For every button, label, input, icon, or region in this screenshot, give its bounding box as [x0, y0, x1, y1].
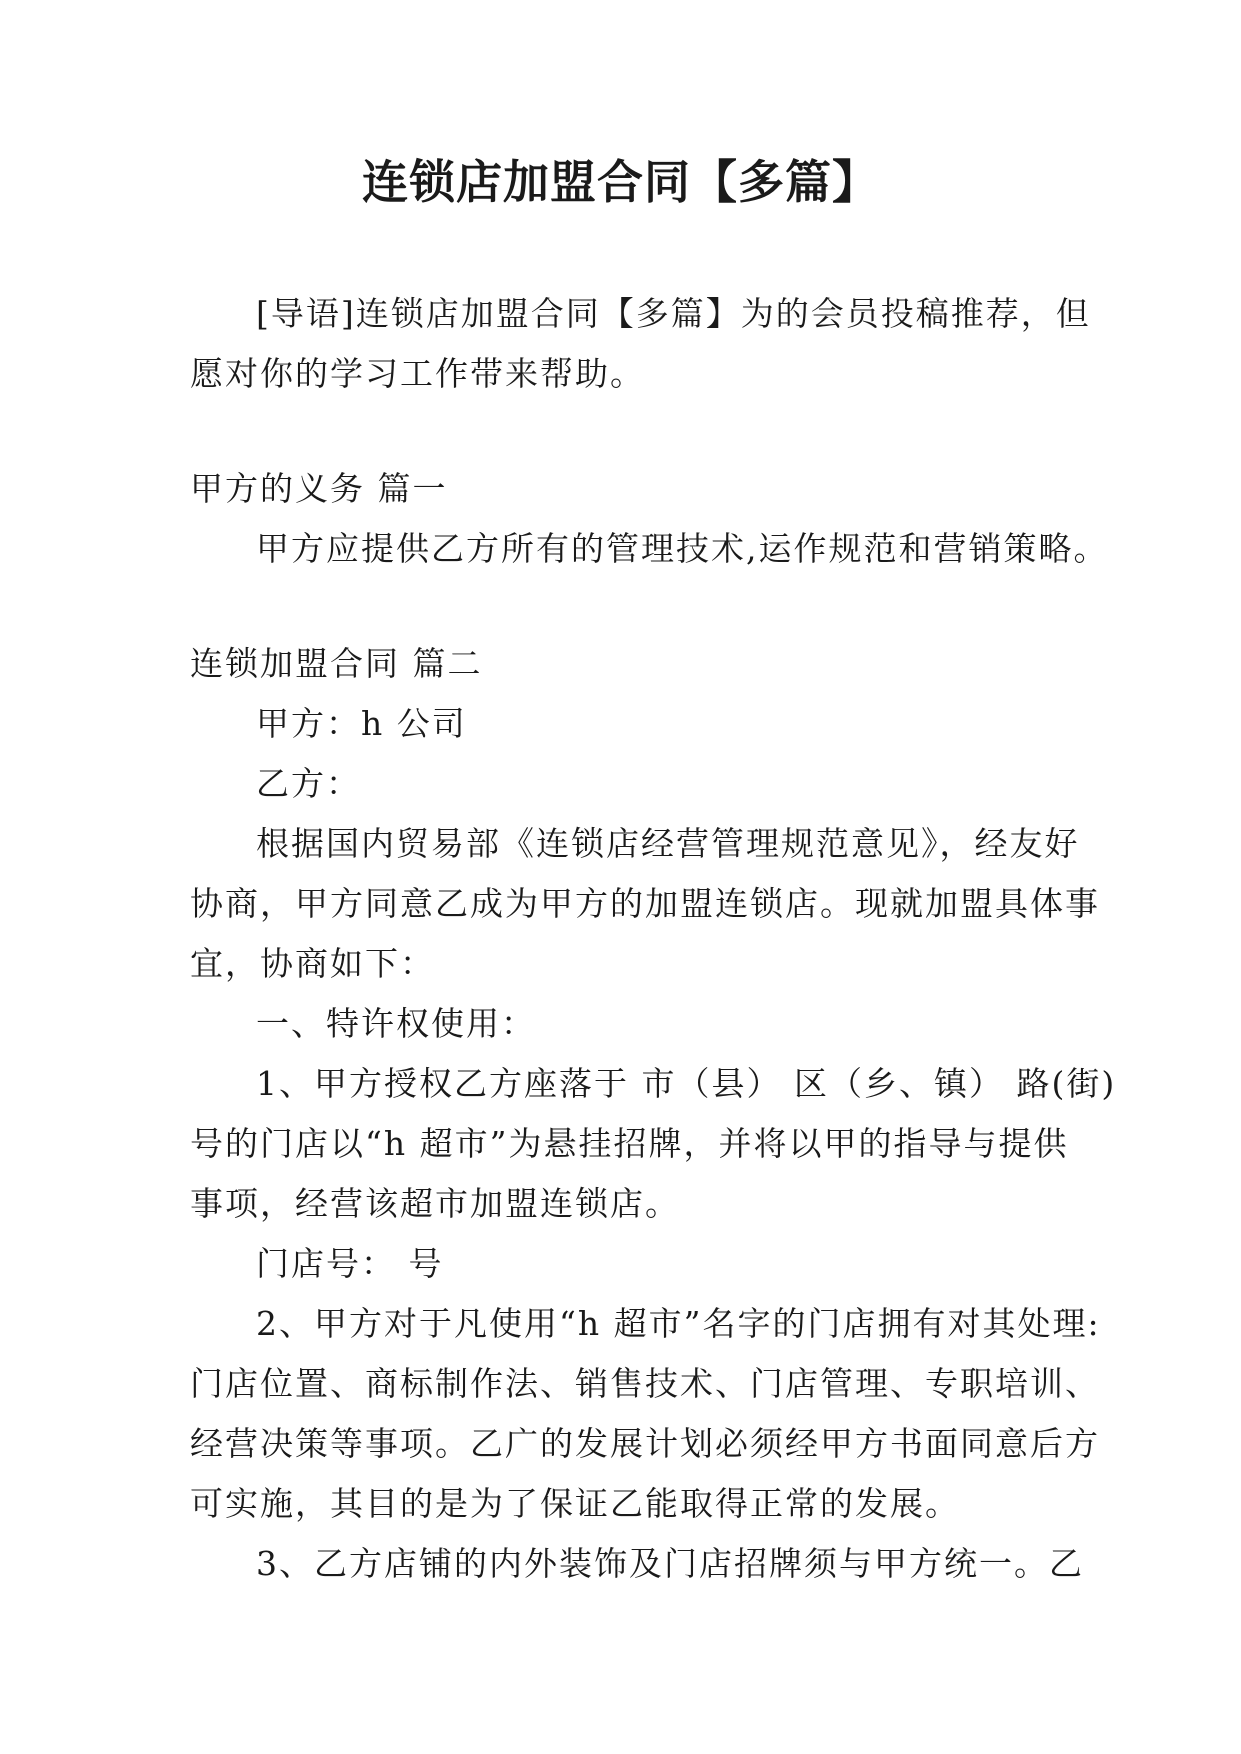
party-a-line: 甲方：h 公司 [256, 704, 467, 743]
section-1-heading: 甲方的义务 篇一 [190, 469, 448, 508]
party-b-line: 乙方： [256, 764, 361, 803]
paragraph-1-line-2: 协商，甲方同意乙成为甲方的加盟连锁店。现就加盟具体事 [190, 884, 1100, 923]
item-2-line-4: 可实施，其目的是为了保证乙能取得正常的发展。 [190, 1484, 960, 1523]
document-title: 连锁店加盟合同【多篇】 [362, 155, 879, 209]
item-1-line-3: 事项，经营该超市加盟连锁店。 [190, 1184, 680, 1223]
section-2-heading: 连锁加盟合同 篇二 [190, 644, 483, 683]
store-number-line: 门店号： 号 [256, 1244, 444, 1283]
item-3-line-1: 3、乙方店铺的内外装饰及门店招牌须与甲方统一。乙 [256, 1544, 1084, 1583]
item-1-line-2: 号的门店以“h 超市”为悬挂招牌，并将以甲的指导与提供 [190, 1124, 1069, 1163]
item-2-line-2: 门店位置、商标制作法、销售技术、门店管理、专职培训、 [190, 1364, 1100, 1403]
clause-heading: 一、特许权使用： [256, 1004, 536, 1043]
item-1-line-1: 1、甲方授权乙方座落于 市（县） 区（乡、镇） 路(街) [256, 1064, 1117, 1103]
item-2-line-3: 经营决策等事项。乙广的发展计划必须经甲方书面同意后方 [190, 1424, 1100, 1463]
intro-line-1: [导语]连锁店加盟合同【多篇】为的会员投稿推荐，但 [256, 294, 1091, 333]
paragraph-1-line-1: 根据国内贸易部《连锁店经营管理规范意见》，经友好 [256, 824, 1080, 863]
intro-line-2: 愿对你的学习工作带来帮助。 [190, 354, 645, 393]
paragraph-1-line-3: 宜，协商如下： [190, 944, 435, 983]
section-1-line-1: 甲方应提供乙方所有的管理技术,运作规范和营销策略。 [256, 529, 1109, 568]
item-2-line-1: 2、甲方对于凡使用“h 超市”名字的门店拥有对其处理: [256, 1304, 1101, 1343]
